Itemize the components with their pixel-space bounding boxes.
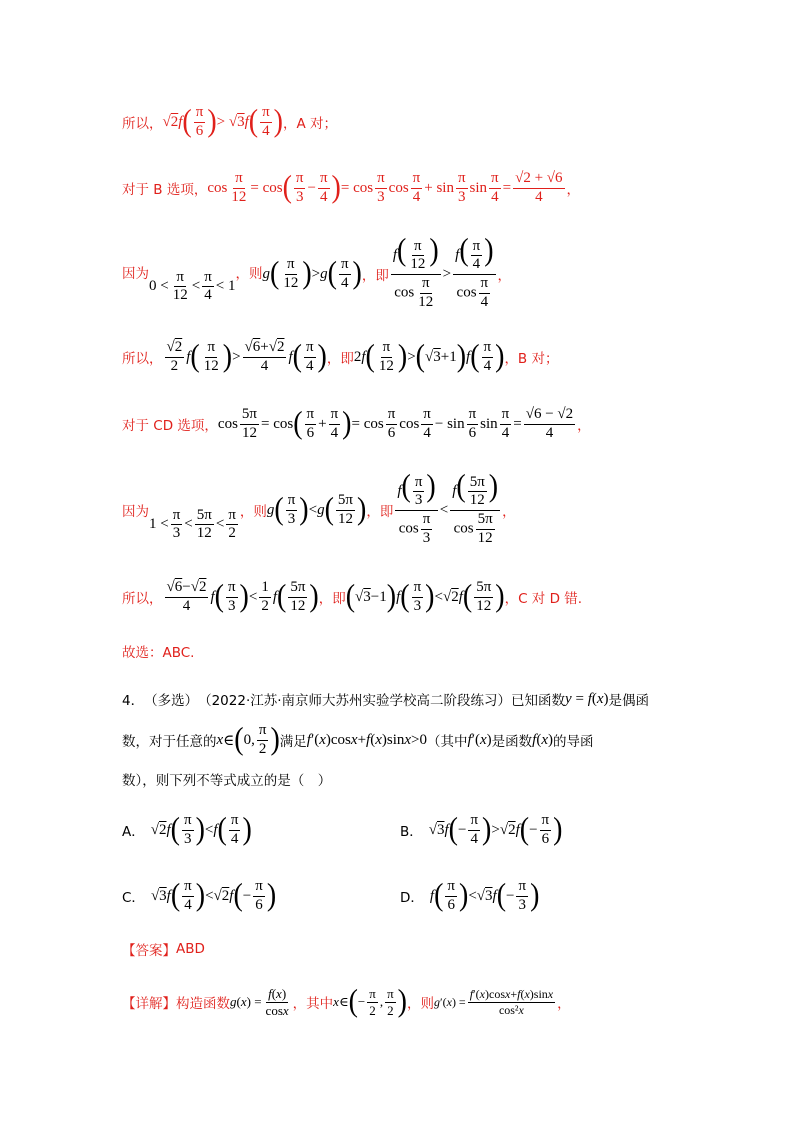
question-function-def: y = f ( x ) <box>565 690 609 707</box>
option-d[interactable] <box>400 874 539 918</box>
solution-line-7 <box>122 574 720 620</box>
line-4-prefix: 所以， <box>122 351 163 367</box>
question-stem-1b: 是偶函 <box>608 693 650 709</box>
question-line-1 <box>122 684 720 714</box>
solution-line-3 <box>122 232 720 312</box>
line-5-suffix: ， <box>577 418 591 434</box>
detail-text-1: 构造函数 <box>176 996 230 1012</box>
line-2-suffix: ， <box>566 182 581 198</box>
line-7-math-b: ( √ 3 −1 ) f ( $\frac{\pi}{3}$ ) <√ 2 f ( $\frac{5\pi}{12}$ ) <box>345 578 505 615</box>
option-b-label: B． <box>400 824 423 840</box>
line-1-prefix: 所以， <box>122 116 163 132</box>
answer-line <box>122 938 720 960</box>
solution-line-5 <box>122 402 720 446</box>
detail-derivative-g: g ′( x ) = $\frac{f'(x)\cos x+f(x)\sin x}{\text{cos²x}}$ <box>433 986 554 1017</box>
detail-text-2: ，其中 <box>292 996 334 1012</box>
question-line-3 <box>122 768 720 790</box>
solution-line-1 <box>122 100 720 144</box>
line-1-math: √ 2 f ( $\frac{\pi}{6}$ ) > √ 3 f ( $\frac{\pi}{4}$ ) <box>162 103 283 140</box>
line-3-suffix: ， <box>497 268 512 284</box>
line-3-prefix: 因为 <box>122 266 149 282</box>
question-interval: x ∈ ( 0, $\frac{\pi}{2}$ ) <box>216 721 280 758</box>
line-7-mid: ，即 <box>318 591 346 607</box>
option-c-math: √ 3 f ( $\frac{\pi}{4}$ ) <√ 2 f ( − $\frac{\pi}{6}$ ) <box>150 877 277 914</box>
detail-label: 【详解】 <box>122 996 176 1012</box>
line-6-suffix: ， <box>502 504 516 520</box>
line-3-ratio-compare: f( $\frac{\pi}{12}$ ) cos $\frac{\pi}{12}$ > f( $\frac{\pi}{4}$ ) cos $\frac{\pi}{4}$ <box>392 232 494 310</box>
line-7-math-a: $\frac{√6-√2}{4}$ f ( $\frac{\pi}{3}$ ) < $\frac{1}{2}$ f ( $\frac{5\pi}{12}$ ) <box>166 578 319 615</box>
question-source: （2022·江苏·南京师大苏州实验学校高二阶段练习） <box>198 693 512 709</box>
detail-text-3: ，则 <box>406 996 434 1012</box>
question-stem-2c: （其中 <box>427 734 468 750</box>
detail-interval: x ∈ ( − $\frac{\pi}{2}$ , $\frac{\pi}{2}$ ) <box>333 983 407 1020</box>
answer-value: ABD <box>176 941 205 957</box>
line-5-result-numerator: √6 − √2 <box>524 407 575 425</box>
line-6-mid2: ，即 <box>366 504 394 520</box>
line-3-inequality: 0 < $\frac{\pi}{12}$ < $\frac{\pi}{4}$ < 1 <box>149 268 236 304</box>
line-6-mid: ，则 <box>239 504 267 520</box>
line-4-math-b: 2 f ( $\frac{\pi}{12}$ ) > ( √ 3 +1 ) f ( $\frac{\pi}{4}$ ) <box>353 338 505 375</box>
option-b-math: √ 3 f ( − $\frac{\pi}{4}$ ) >√ 2 f ( − $\frac{\pi}{6}$ ) <box>428 811 563 848</box>
answer-label: 【答案】 <box>122 943 176 959</box>
line-6-ratio-compare: f( $\frac{\pi}{3}$ ) cos $\frac{\pi}{3}$ < f( $\frac{5\pi}{12}$ ) cos $\frac{5\pi}{12}$ <box>397 468 499 546</box>
conclusion-text: 故选：ABC. <box>122 645 195 661</box>
line-7-prefix: 所以， <box>122 591 163 607</box>
option-b[interactable] <box>400 808 562 852</box>
line-4-suffix: ，B 对； <box>504 351 559 367</box>
detail-construct-g: g ( x ) = $\frac{f(x)}{\cos x}$ <box>230 985 289 1018</box>
line-2-math: cos $\frac{\pi}{12}$ = cos ( $\frac{\pi}{3}$ − $\frac{\pi}{4}$ ) = cos $\frac{\pi}{3}$ cos $\frac{\pi}{4}$ + sin $\frac{\pi}{3}$ sin $\frac{\pi}{4}$ = $\frac{√2 + √6}{4}$ <box>207 169 563 206</box>
solution-line-6 <box>122 468 720 552</box>
option-a-math: √ 2 f ( $\frac{\pi}{3}$ ) < f ( $\frac{\pi}{4}$ ) <box>150 811 252 848</box>
line-3-mid: ，则 <box>235 266 263 282</box>
solution-line-8 <box>122 640 720 662</box>
line-6-prefix: 因为 <box>122 504 149 520</box>
line-2-result-numerator: √2 + √6 <box>513 171 564 189</box>
solution-line-4 <box>122 334 720 380</box>
line-1-suffix: ，A 对； <box>283 116 338 132</box>
line-5-math: cos $\frac{5\pi}{12}$ = cos ( $\frac{\pi}{6}$ + $\frac{\pi}{4}$ ) = cos $\frac{\pi}{6}$ cos $\frac{\pi}{4}$ − sin $\frac{\pi}{6}$ sin $\frac{\pi}{4}$ = $\frac{√6 - √2}{4}$ <box>217 405 574 442</box>
question-condition: f ′( x )cos x + f ( x )sin x >0 <box>306 731 428 748</box>
question-derivative: f ′( x ) <box>467 731 492 748</box>
question-tag: （多选） <box>144 693 199 709</box>
question-number: 4． <box>122 693 145 709</box>
question-stem-2e: 的导函 <box>552 734 594 750</box>
line-3-mid2: ，即 <box>361 268 389 284</box>
line-3-g-compare: g ( $\frac{\pi}{12}$ ) > g ( $\frac{\pi}{4}$ ) <box>262 255 362 292</box>
option-c[interactable] <box>122 874 276 918</box>
question-stem-2a: 数，对于任意的 <box>122 734 217 750</box>
detail-line <box>122 982 720 1022</box>
line-2-prefix: 对于 B 选项， <box>122 182 208 198</box>
line-4-math-a: $\frac{√2}{2}$ f ( $\frac{\pi}{12}$ ) > $\frac{√6+√2}{4}$ f ( $\frac{\pi}{4}$ ) <box>166 338 327 375</box>
question-line-2 <box>122 722 720 758</box>
line-4-mid: ，即 <box>326 351 354 367</box>
line-5-prefix: 对于 CD 选项， <box>122 418 218 434</box>
question-function: f ( x ) <box>532 731 553 748</box>
question-stem-2b: 满足 <box>279 734 307 750</box>
option-d-label: D． <box>400 890 424 906</box>
option-a-label: A． <box>122 824 145 840</box>
option-d-math: f ( $\frac{\pi}{6}$ ) <√ 3 f ( − $\frac{\pi}{3}$ ) <box>429 877 540 914</box>
detail-suffix: ， <box>557 996 571 1012</box>
solution-line-2 <box>122 166 720 210</box>
question-stem-1: 已知函数 <box>511 693 566 709</box>
question-stem-2d: 是函数 <box>491 734 533 750</box>
line-5-result-denominator: 4 <box>545 424 554 441</box>
line-6-inequality: 1 < $\frac{\pi}{3}$ < $\frac{5\pi}{12}$ < $\frac{\pi}{2}$ <box>149 506 236 542</box>
option-a[interactable] <box>122 808 252 852</box>
line-7-suffix: ，C 对 D 错. <box>504 591 583 607</box>
line-6-g-compare: g ( $\frac{\pi}{3}$ ) < g ( $\frac{5\pi}{12}$ ) <box>266 491 367 528</box>
option-c-label: C． <box>122 890 145 906</box>
line-2-result-denominator: 4 <box>535 188 543 205</box>
question-stem-3: 数），则下列不等式成立的是（ ） <box>122 773 332 789</box>
